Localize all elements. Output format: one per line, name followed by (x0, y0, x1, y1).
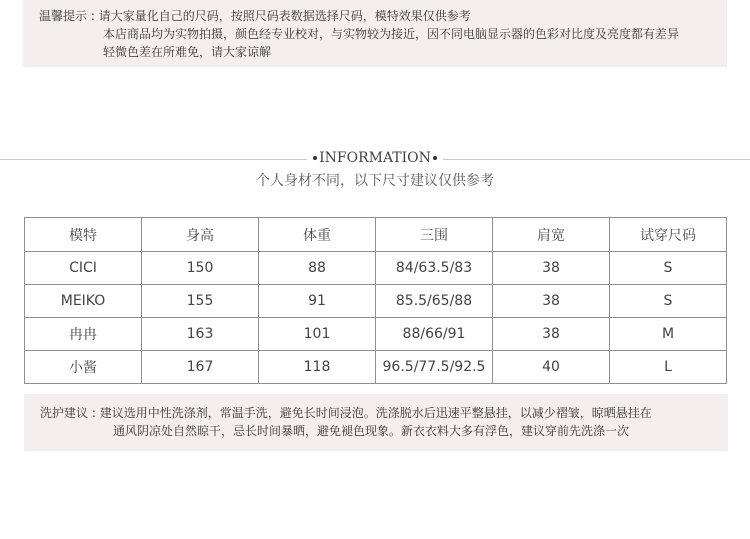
information-heading (0, 147, 750, 168)
cell-model: CICI (25, 252, 142, 285)
cell-shoulder: 40 (493, 351, 610, 384)
cell-weight: 101 (259, 318, 376, 351)
table-row (25, 351, 727, 384)
cell-weight: 118 (259, 351, 376, 384)
notice-label: 温馨提示 : (39, 9, 95, 23)
bullet-dot-icon (313, 156, 317, 160)
cell-height: 163 (142, 318, 259, 351)
table-row (25, 318, 727, 351)
cell-size: M (610, 318, 727, 351)
size-notice (23, 0, 727, 67)
bullet-dot-icon (433, 156, 437, 160)
care-text-1: 建议选用中性洗涤剂，常温手洗，避免长时间浸泡。洗涤脱水后迅速平整悬挂，以减少褶皱，晾晒悬挂在 (99, 406, 652, 420)
cell-height: 155 (142, 285, 259, 318)
notice-line-3: 轻微色差在所难免，请大家谅解 (103, 45, 272, 59)
cell-model: 小酱 (25, 351, 142, 384)
cell-weight: 88 (259, 252, 376, 285)
care-line-1 (40, 404, 652, 422)
table-header-row (25, 218, 727, 252)
care-instructions (24, 394, 728, 451)
cell-measurements: 85.5/65/88 (376, 285, 493, 318)
cell-size: S (610, 285, 727, 318)
cell-shoulder: 38 (493, 285, 610, 318)
notice-line-1 (39, 7, 471, 25)
notice-line-2: 本店商品均为实物拍摄，颜色经专业校对，与实物较为接近，因不同电脑显示器的色彩对比度及亮度都有差异 (103, 27, 680, 41)
cell-height: 150 (142, 252, 259, 285)
cell-shoulder: 38 (493, 318, 610, 351)
information-title: INFORMATION (319, 150, 431, 166)
header-weight: 体重 (259, 218, 376, 252)
table-row (25, 252, 727, 285)
care-line-2: 通风阴凉处自然晾干，忌长时间暴晒，避免褪色现象。新衣衣料大多有浮色，建议穿前先洗涤一次 (113, 424, 630, 438)
cell-measurements: 96.5/77.5/92.5 (376, 351, 493, 384)
cell-size: S (610, 252, 727, 285)
size-table (24, 217, 727, 384)
cell-model: MEIKO (25, 285, 142, 318)
header-shoulder: 肩宽 (493, 218, 610, 252)
cell-shoulder: 38 (493, 252, 610, 285)
header-height: 身高 (142, 218, 259, 252)
cell-measurements: 88/66/91 (376, 318, 493, 351)
table-row (25, 285, 727, 318)
information-subtitle: 个人身材不同，以下尺寸建议仅供参考 (256, 173, 494, 189)
header-model: 模特 (25, 218, 142, 252)
cell-size: L (610, 351, 727, 384)
notice-text-1: 请大家量化自己的尺码，按照尺码表数据选择尺码，模特效果仅供参考 (98, 9, 471, 23)
care-label: 洗护建议 : (40, 406, 96, 420)
cell-measurements: 84/63.5/83 (376, 252, 493, 285)
header-measurements: 三围 (376, 218, 493, 252)
header-size: 试穿尺码 (610, 218, 727, 252)
cell-height: 167 (142, 351, 259, 384)
cell-weight: 91 (259, 285, 376, 318)
cell-model: 冉冉 (25, 318, 142, 351)
